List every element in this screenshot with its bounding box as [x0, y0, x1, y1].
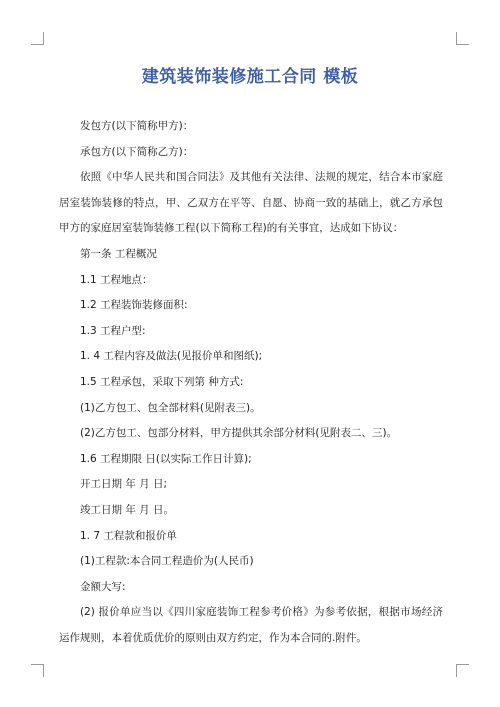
clause-1-5: 1.5 工程承包，采取下列第 种方式:	[80, 375, 244, 388]
clause-1-4: 1. 4 工程内容及做法(见报价单和图纸);	[80, 350, 263, 363]
clause-1-1: 1.1 工程地点：	[80, 273, 153, 286]
clause-1-3: 1.3 工程户型:	[80, 324, 146, 337]
document-body	[59, 114, 443, 651]
completion-date-line: 竣工日期 年 月 日。	[80, 503, 175, 516]
clause-1-5-option-2: (2)乙方包工、包部分材料，甲方提供其余部分材料(见附表二、三)。	[80, 427, 398, 440]
document-title: 建筑装饰装修施工合同 模板	[141, 67, 359, 87]
clause-1-2: 1.2 工程装饰装修面积:	[80, 299, 188, 312]
clause-1-7: 1. 7 工程款和报价单	[80, 529, 177, 542]
paragraph-preamble: 依照《中华人民共和国合同法》及其他有关法律、法规的规定，结合本市家庭居室装饰装修的特点，甲、乙双方在平等、自愿、协商一致的基础上，就乙方承包甲方的家庭居室装饰装修工程(以下简称工程)的有关事宜，达成如下协议：	[59, 171, 443, 235]
corner-mark-top-right	[456, 32, 469, 45]
clause-1-6: 1.6 工程期限 日(以实际工作日计算);	[80, 452, 252, 465]
clause-1-5-option-1: (1)乙方包工、包全部材料(见附表三)。	[80, 401, 261, 414]
clause-1-7-item-2: (2) 报价单应当以《四川家庭装饰工程参考价格》为参考依据，根据市场经济运作规则，本着优质优价的原则由双方约定，作为本合同的.附件。	[59, 606, 443, 644]
paragraph-party-a: 发包方(以下简称甲方)：	[80, 120, 194, 132]
start-date-line: 开工日期 年 月 日;	[80, 478, 168, 491]
clause-1-7-item-1: (1)工程款:本合同工程造价为(人民币)	[80, 555, 254, 568]
paragraph-party-b: 承包方(以下简称乙方)：	[80, 145, 194, 158]
section-heading: 第一条 工程概况	[80, 247, 157, 260]
corner-mark-bottom-right	[456, 664, 469, 677]
amount-in-words-line: 金额大写:	[80, 580, 126, 593]
corner-mark-top-left	[31, 32, 44, 45]
corner-mark-bottom-left	[31, 664, 44, 677]
